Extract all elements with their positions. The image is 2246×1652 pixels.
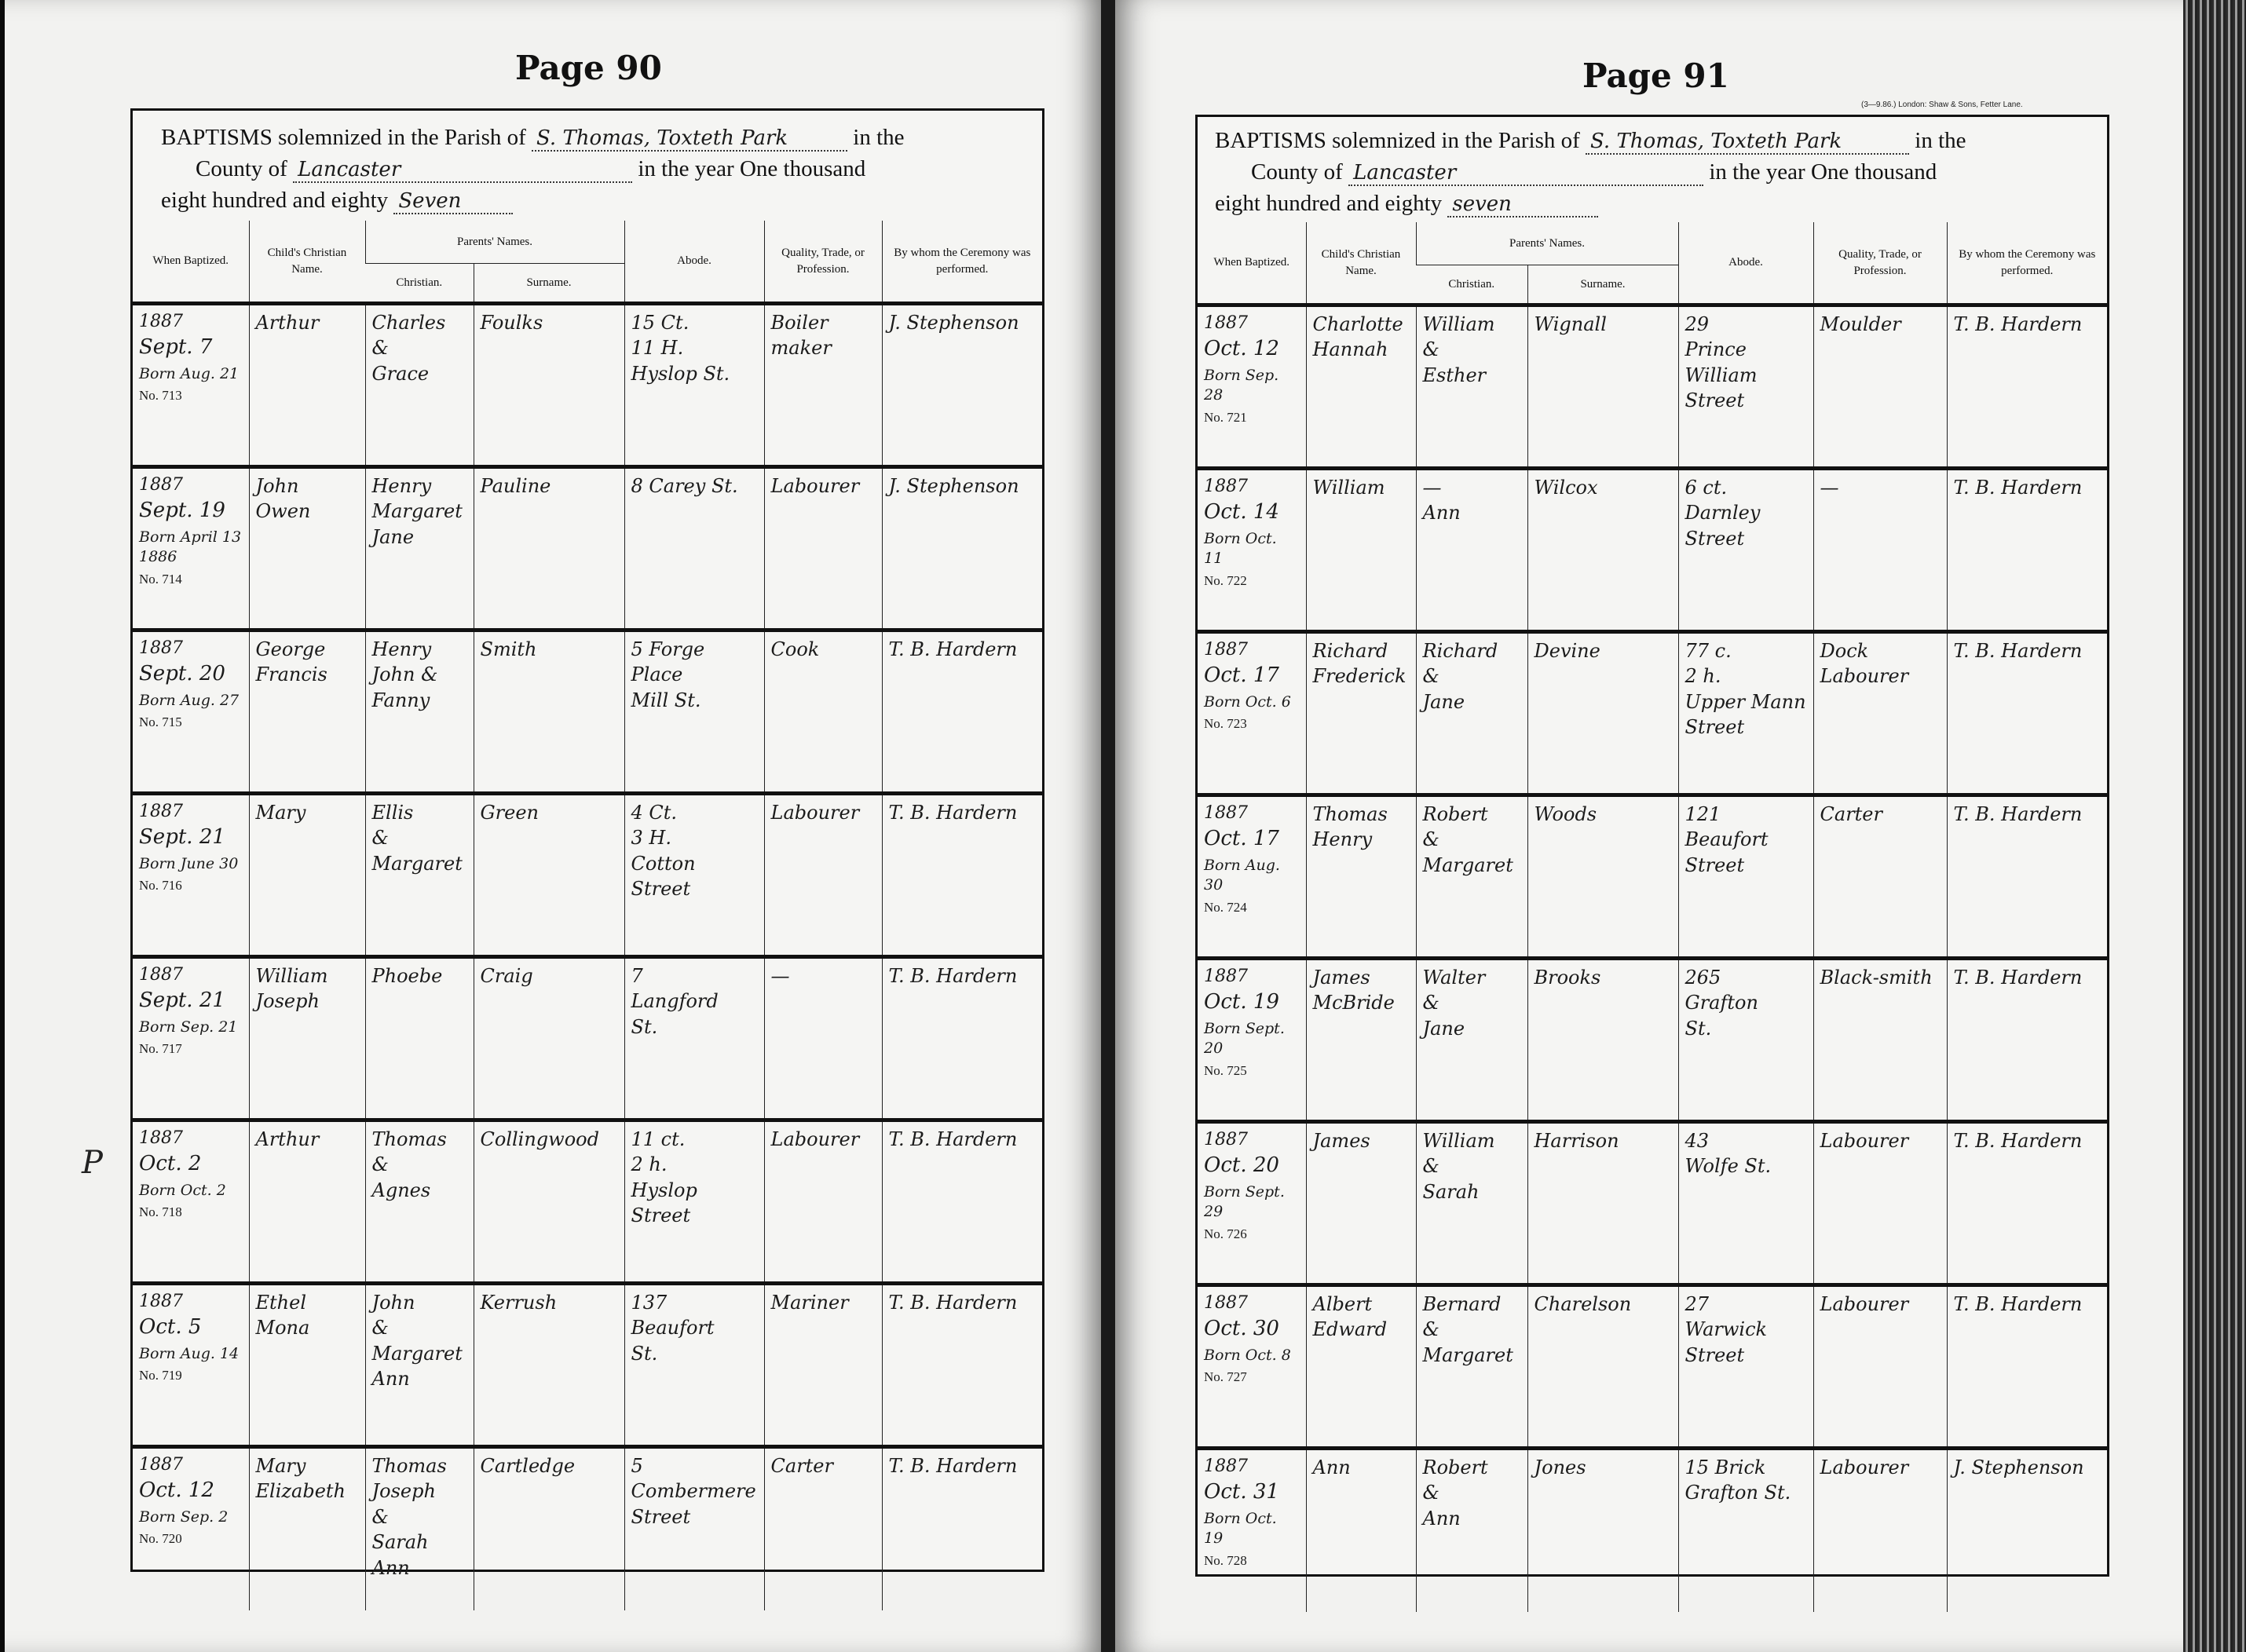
entry-number: No. 722 <box>1204 573 1247 589</box>
abode: 137 Beaufort St. <box>624 1284 764 1447</box>
entry-row <box>133 630 1042 794</box>
entry-year: 1887 <box>1204 640 1248 660</box>
entry-row <box>133 1447 1042 1610</box>
baptism-date: Oct. 17 <box>1204 826 1279 850</box>
entry-year: 1887 <box>1204 1130 1248 1149</box>
officiant: T. B. Hardern <box>1947 1122 2107 1285</box>
entry-row <box>1198 1285 2107 1449</box>
birth-date: Born Oct. 8 <box>1204 1346 1291 1364</box>
child-name: Thomas Henry <box>1306 795 1416 959</box>
when-baptized-cell <box>133 630 249 794</box>
parents-christian-names: Richard & Jane <box>1416 632 1527 795</box>
birth-date: Born June 30 <box>139 854 239 872</box>
birth-date: Born Oct. 19 <box>1204 1509 1277 1548</box>
book-gutter <box>1101 0 1115 1652</box>
entry-number: No. 717 <box>139 1041 182 1057</box>
child-name: Mary Elizabeth <box>249 1447 365 1610</box>
birth-date: Born Oct. 6 <box>1204 693 1291 711</box>
quality-trade-profession: Cook <box>764 630 882 794</box>
officiant: T. B. Hardern <box>882 1447 1042 1610</box>
baptism-table <box>133 221 1042 1610</box>
officiant: J. Stephenson <box>882 467 1042 630</box>
parents-surname: Devine <box>1527 632 1678 795</box>
register-form <box>130 108 1044 1579</box>
baptism-date: Oct. 12 <box>1204 336 1279 360</box>
col-header-when: When Baptized. <box>152 254 229 268</box>
header-text: County of <box>1251 159 1343 185</box>
quality-trade-profession: Labourer <box>764 467 882 630</box>
baptism-date: Oct. 12 <box>139 1478 214 1502</box>
quality-trade-profession: Moulder <box>1813 305 1947 469</box>
birth-date: Born Sep. 28 <box>1204 366 1279 404</box>
parents-christian-names: Robert & Ann <box>1416 1449 1527 1612</box>
birth-date: Born Sept. 20 <box>1204 1019 1285 1058</box>
entry-number: No. 725 <box>1204 1063 1247 1079</box>
quality-trade-profession: Black-smith <box>1813 959 1947 1122</box>
baptism-date: Sept. 7 <box>139 334 213 359</box>
officiant: T. B. Hardern <box>1947 795 2107 959</box>
page-number: Page 91 <box>1582 57 1729 95</box>
child-name: James McBride <box>1306 959 1416 1122</box>
col-header-when: When Baptized. <box>1213 256 1290 269</box>
header-line-1 <box>1215 128 1966 155</box>
entry-number: No. 719 <box>139 1368 182 1383</box>
col-header-abode: Abode. <box>1678 222 1813 305</box>
baptism-date: Oct. 30 <box>1204 1316 1279 1340</box>
entry-year: 1887 <box>139 475 183 495</box>
col-header-child: Child's Christian Name. <box>1306 222 1416 305</box>
officiant: T. B. Hardern <box>882 1120 1042 1284</box>
header-text: in the year One thousand <box>1709 159 1937 185</box>
birth-date: Born Aug. 30 <box>1204 856 1280 894</box>
officiant: T. B. Hardern <box>1947 959 2107 1122</box>
child-name: Ann <box>1306 1449 1416 1612</box>
child-name: George Francis <box>249 630 365 794</box>
child-name: Arthur <box>249 304 365 467</box>
when-baptized-cell <box>133 304 249 467</box>
abode: 11 ct. 2 h. Hyslop Street <box>624 1120 764 1284</box>
header-text: in the year One thousand <box>638 156 866 181</box>
col-header-by-whom: By whom the Ceremony was performed. <box>882 221 1042 304</box>
officiant: T. B. Hardern <box>882 1284 1042 1447</box>
quality-trade-profession: Labourer <box>1813 1122 1947 1285</box>
baptism-table <box>1198 222 2107 1612</box>
child-name: Ethel Mona <box>249 1284 365 1447</box>
entry-row <box>1198 959 2107 1122</box>
header-text: eight hundred and eighty <box>161 188 389 213</box>
parents-surname: Foulks <box>474 304 624 467</box>
header-text: in the <box>853 125 905 150</box>
officiant: T. B. Hardern <box>1947 469 2107 632</box>
parents-christian-names: Henry John & Fanny <box>365 630 474 794</box>
col-header-parents: Parents' Names. <box>365 221 624 264</box>
birth-date: Born Sep. 2 <box>139 1508 229 1526</box>
entry-row <box>1198 795 2107 959</box>
when-baptized-cell <box>133 1447 249 1610</box>
officiant: T. B. Hardern <box>1947 1285 2107 1449</box>
entry-row <box>1198 632 2107 795</box>
birth-date: Born Sep. 21 <box>139 1018 238 1036</box>
when-baptized-cell <box>133 1120 249 1284</box>
col-header-christian: Christian. <box>365 264 474 304</box>
entry-year: 1887 <box>139 802 183 821</box>
margin-mark: P <box>82 1145 103 1181</box>
officiant: T. B. Hardern <box>882 957 1042 1120</box>
parents-christian-names: Walter & Jane <box>1416 959 1527 1122</box>
child-name: William Joseph <box>249 957 365 1120</box>
parents-surname: Brooks <box>1527 959 1678 1122</box>
entry-year: 1887 <box>1204 1293 1248 1313</box>
header-line-2 <box>1251 159 1937 186</box>
officiant: T. B. Hardern <box>1947 632 2107 795</box>
entry-row <box>1198 469 2107 632</box>
birth-date: Born Aug. 14 <box>139 1344 240 1362</box>
abode: 5 Combermere Street <box>624 1447 764 1610</box>
child-name: John Owen <box>249 467 365 630</box>
baptism-date: Oct. 19 <box>1204 989 1279 1014</box>
when-baptized-cell <box>1198 1122 1306 1285</box>
parents-christian-names: Thomas Joseph & Sarah Ann <box>365 1447 474 1610</box>
when-baptized-cell <box>1198 469 1306 632</box>
baptism-date: Oct. 31 <box>1204 1479 1279 1504</box>
col-header-parents: Parents' Names. <box>1416 222 1678 265</box>
abode: 15 Brick Grafton St. <box>1678 1449 1813 1612</box>
parents-christian-names: Ellis & Margaret <box>365 794 474 957</box>
parents-christian-names: — Ann <box>1416 469 1527 632</box>
entry-row <box>1198 1122 2107 1285</box>
entry-number: No. 727 <box>1204 1369 1247 1385</box>
abode: 15 Ct. 11 H. Hyslop St. <box>624 304 764 467</box>
entry-year: 1887 <box>1204 477 1248 496</box>
entry-number: No. 713 <box>139 388 182 404</box>
parents-christian-names: William & Esther <box>1416 305 1527 469</box>
quality-trade-profession: Carter <box>764 1447 882 1610</box>
entry-year: 1887 <box>139 1292 183 1311</box>
parents-surname: Craig <box>474 957 624 1120</box>
quality-trade-profession: Mariner <box>764 1284 882 1447</box>
parents-christian-names: Henry Margaret Jane <box>365 467 474 630</box>
parents-christian-names: Bernard & Margaret <box>1416 1285 1527 1449</box>
parents-christian-names: John & Margaret Ann <box>365 1284 474 1447</box>
parents-surname: Wilcox <box>1527 469 1678 632</box>
quality-trade-profession: Labourer <box>1813 1285 1947 1449</box>
entry-row <box>133 794 1042 957</box>
entry-row <box>133 467 1042 630</box>
entry-year: 1887 <box>139 638 183 658</box>
county-field: Lancaster <box>293 158 632 183</box>
abode: 29 Prince William Street <box>1678 305 1813 469</box>
header-text: County of <box>196 156 287 181</box>
quality-trade-profession: — <box>764 957 882 1120</box>
parents-christian-names: Thomas & Agnes <box>365 1120 474 1284</box>
entry-number: No. 715 <box>139 715 182 730</box>
quality-trade-profession: — <box>1813 469 1947 632</box>
parents-christian-names: Charles & Grace <box>365 304 474 467</box>
entry-year: 1887 <box>139 1455 183 1475</box>
col-header-quality: Quality, Trade, or Profession. <box>1813 222 1947 305</box>
quality-trade-profession: Carter <box>1813 795 1947 959</box>
parents-surname: Kerrush <box>474 1284 624 1447</box>
birth-date: Born April 13 1886 <box>139 528 242 566</box>
parents-surname: Wignall <box>1527 305 1678 469</box>
child-name: William <box>1306 469 1416 632</box>
left-page <box>5 0 1101 1652</box>
entry-row <box>133 1120 1042 1284</box>
parents-surname: Smith <box>474 630 624 794</box>
officiant: J. Stephenson <box>1947 1449 2107 1612</box>
baptism-date: Sept. 20 <box>139 661 225 685</box>
parents-surname: Jones <box>1527 1449 1678 1612</box>
abode: 121 Beaufort Street <box>1678 795 1813 959</box>
birth-date: Born Sept. 29 <box>1204 1182 1285 1221</box>
birth-date: Born Aug. 21 <box>139 364 240 382</box>
officiant: T. B. Hardern <box>882 794 1042 957</box>
col-header-surname: Surname. <box>474 264 624 304</box>
col-header-christian: Christian. <box>1416 265 1527 305</box>
entry-row <box>1198 1449 2107 1612</box>
officiant: T. B. Hardern <box>1947 305 2107 469</box>
officiant: T. B. Hardern <box>882 630 1042 794</box>
header-line-2 <box>196 156 865 183</box>
quality-trade-profession: Boiler maker <box>764 304 882 467</box>
abode: 5 Forge Place Mill St. <box>624 630 764 794</box>
county-field: Lancaster <box>1348 161 1703 186</box>
abode: 6 ct. Darnley Street <box>1678 469 1813 632</box>
when-baptized-cell <box>133 957 249 1120</box>
birth-date: Born Oct. 11 <box>1204 529 1277 568</box>
baptism-date: Sept. 19 <box>139 498 225 522</box>
entry-number: No. 726 <box>1204 1226 1247 1242</box>
abode: 265 Grafton St. <box>1678 959 1813 1122</box>
col-header-abode: Abode. <box>624 221 764 304</box>
when-baptized-cell <box>1198 795 1306 959</box>
col-header-quality: Quality, Trade, or Profession. <box>764 221 882 304</box>
quality-trade-profession: Labourer <box>764 794 882 957</box>
child-name: Arthur <box>249 1120 365 1284</box>
col-header-child: Child's Christian Name. <box>249 221 365 304</box>
entry-row <box>133 957 1042 1120</box>
abode: 77 c. 2 h. Upper Mann Street <box>1678 632 1813 795</box>
header-text: eight hundred and eighty <box>1215 191 1443 216</box>
col-header-surname: Surname. <box>1527 265 1678 305</box>
baptism-date: Sept. 21 <box>139 988 225 1012</box>
abode: 7 Langford St. <box>624 957 764 1120</box>
entry-year: 1887 <box>139 965 183 985</box>
quality-trade-profession: Labourer <box>764 1120 882 1284</box>
quality-trade-profession: Dock Labourer <box>1813 632 1947 795</box>
birth-date: Born Oct. 2 <box>139 1181 226 1199</box>
when-baptized-cell <box>133 467 249 630</box>
entry-year: 1887 <box>139 1128 183 1148</box>
col-header-by-whom: By whom the Ceremony was performed. <box>1947 222 2107 305</box>
abode: 43 Wolfe St. <box>1678 1122 1813 1285</box>
baptism-date: Oct. 2 <box>139 1151 202 1175</box>
entry-year: 1887 <box>139 312 183 331</box>
parents-surname: Collingwood <box>474 1120 624 1284</box>
abode: 4 Ct. 3 H. Cotton Street <box>624 794 764 957</box>
year-field: seven <box>1447 192 1598 217</box>
parents-surname: Pauline <box>474 467 624 630</box>
parents-surname: Harrison <box>1527 1122 1678 1285</box>
entry-year: 1887 <box>1204 967 1248 986</box>
entry-row <box>1198 305 2107 469</box>
child-name: Albert Edward <box>1306 1285 1416 1449</box>
quality-trade-profession: Labourer <box>1813 1449 1947 1612</box>
when-baptized-cell <box>133 1284 249 1447</box>
child-name: James <box>1306 1122 1416 1285</box>
parish-field: S. Thomas, Toxteth Park <box>532 126 847 152</box>
entry-number: No. 716 <box>139 878 182 894</box>
child-name: Mary <box>249 794 365 957</box>
entry-year: 1887 <box>1204 1456 1248 1476</box>
abode: 8 Carey St. <box>624 467 764 630</box>
child-name: Charlotte Hannah <box>1306 305 1416 469</box>
parents-surname: Charelson <box>1527 1285 1678 1449</box>
baptism-date: Oct. 20 <box>1204 1153 1279 1177</box>
entry-number: No. 724 <box>1204 900 1247 916</box>
when-baptized-cell <box>1198 959 1306 1122</box>
parents-surname: Woods <box>1527 795 1678 959</box>
header-line-3 <box>161 188 513 214</box>
child-name: Richard Frederick <box>1306 632 1416 795</box>
year-field: Seven <box>393 189 513 214</box>
parents-christian-names: Robert & Margaret <box>1416 795 1527 959</box>
header-line-1 <box>161 125 905 152</box>
baptism-date: Sept. 21 <box>139 824 225 849</box>
when-baptized-cell <box>1198 632 1306 795</box>
parents-surname: Green <box>474 794 624 957</box>
abode: 27 Warwick Street <box>1678 1285 1813 1449</box>
header-text: in the <box>1915 128 1966 153</box>
register-form <box>1195 115 2109 1577</box>
parents-christian-names: William & Sarah <box>1416 1122 1527 1285</box>
when-baptized-cell <box>1198 1285 1306 1449</box>
entry-row <box>133 1284 1042 1447</box>
entry-year: 1887 <box>1204 803 1248 823</box>
parents-christian-names: Phoebe <box>365 957 474 1120</box>
birth-date: Born Aug. 27 <box>139 691 240 709</box>
entry-number: No. 723 <box>1204 716 1247 732</box>
when-baptized-cell <box>133 794 249 957</box>
baptism-date: Oct. 5 <box>139 1314 202 1339</box>
book-page-edges <box>2183 0 2246 1652</box>
header-line-3 <box>1215 191 1598 217</box>
officiant: J. Stephenson <box>882 304 1042 467</box>
entry-number: No. 714 <box>139 572 182 587</box>
header-text: BAPTISMS solemnized in the Parish of <box>1215 128 1580 153</box>
entry-year: 1887 <box>1204 313 1248 333</box>
when-baptized-cell <box>1198 1449 1306 1612</box>
entry-number: No. 728 <box>1204 1553 1247 1569</box>
entry-number: No. 721 <box>1204 410 1247 426</box>
parish-field: S. Thomas, Toxteth Park <box>1586 130 1909 155</box>
entry-row <box>133 304 1042 467</box>
when-baptized-cell <box>1198 305 1306 469</box>
right-page <box>1115 0 2183 1652</box>
parents-surname: Cartledge <box>474 1447 624 1610</box>
printer-imprint: (3—9.86.) London: Shaw & Sons, Fetter Lane. <box>1861 101 2023 109</box>
baptism-date: Oct. 14 <box>1204 499 1279 524</box>
baptism-date: Oct. 17 <box>1204 663 1279 687</box>
page-number: Page 90 <box>515 49 662 87</box>
header-text: BAPTISMS solemnized in the Parish of <box>161 125 526 150</box>
entry-number: No. 718 <box>139 1204 182 1220</box>
entry-number: No. 720 <box>139 1531 182 1547</box>
